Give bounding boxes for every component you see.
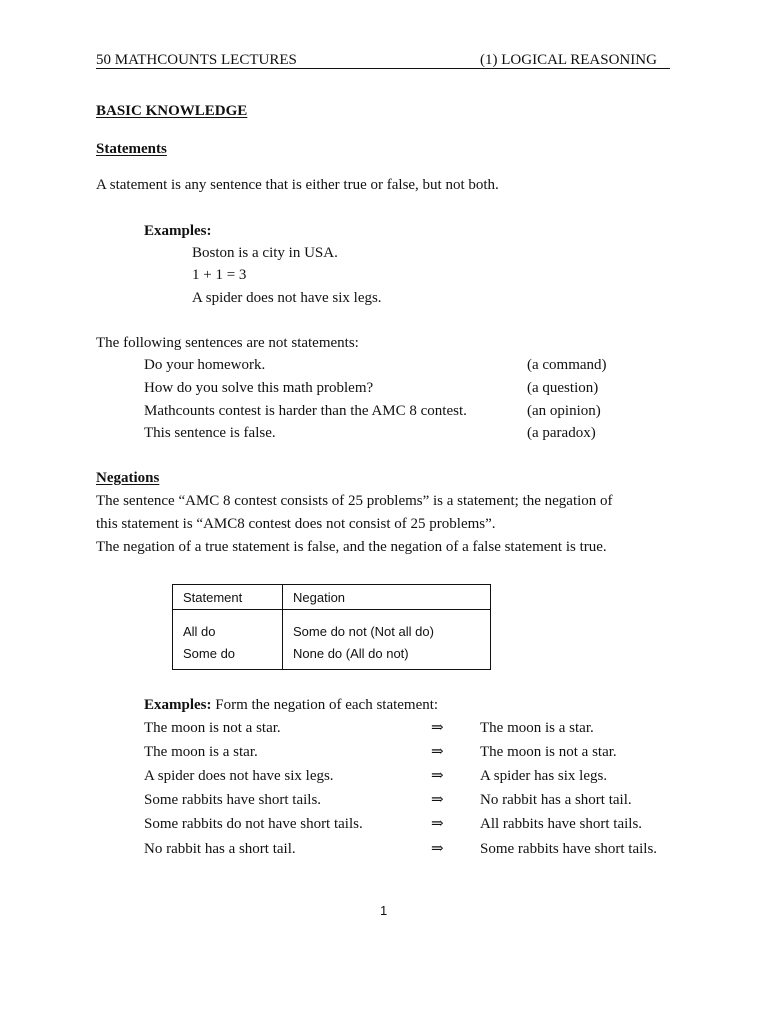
negation-paragraph-line: The sentence “AMC 8 contest consists of 25 problems” is a statement; the negation of (96, 493, 613, 509)
example-statement: The moon is not a star. (144, 720, 281, 736)
example-negation: The moon is a star. (480, 720, 594, 736)
statement-definition: A statement is any sentence that is either true or false, but not both. (96, 177, 499, 193)
table-negation: Some do not (Not all do) (293, 624, 434, 639)
statement-example: A spider does not have six legs. (192, 290, 382, 306)
example-statement: Some rabbits do not have short tails. (144, 816, 363, 832)
implies-arrow-icon: ⇒ (431, 744, 444, 760)
example-negation: The moon is not a star. (480, 744, 617, 760)
negation-examples-intro (144, 698, 438, 713)
statement-example: 1 + 1 = 3 (192, 267, 247, 283)
table-row (173, 610, 491, 670)
non-statement-text: Mathcounts contest is harder than the AMC 8 contest. (144, 403, 467, 419)
negation-table (172, 584, 491, 670)
non-statement-text: This sentence is false. (144, 425, 276, 441)
negation-examples-label: Examples: (144, 697, 212, 713)
table-header-row (173, 585, 491, 610)
negation-paragraph-line: this statement is “AMC8 contest does not consist of 25 problems”. (96, 516, 496, 532)
implies-arrow-icon: ⇒ (431, 816, 444, 832)
example-negation: No rabbit has a short tail. (480, 792, 632, 808)
header-rule (96, 68, 670, 69)
header-right: (1) LOGICAL REASONING (480, 52, 657, 68)
example-negation: A spider has six legs. (480, 768, 608, 784)
example-statement: The moon is a star. (144, 744, 258, 760)
non-statement-text: Do your homework. (144, 357, 266, 373)
non-statement-type: (a paradox) (527, 425, 596, 441)
example-statement: Some rabbits have short tails. (144, 792, 322, 808)
non-statements-intro: The following sentences are not statements: (96, 335, 359, 351)
table-header-statement: Statement (173, 585, 283, 610)
statements-heading: Statements (96, 141, 167, 157)
negations-heading: Negations (96, 470, 160, 486)
implies-arrow-icon: ⇒ (431, 768, 444, 784)
table-header-negation: Negation (283, 585, 491, 610)
non-statement-type: (a question) (527, 380, 599, 396)
example-negation: All rabbits have short tails. (480, 816, 643, 832)
implies-arrow-icon: ⇒ (431, 792, 444, 808)
table-statement: Some do (183, 646, 236, 661)
section-title: BASIC KNOWLEDGE (96, 103, 248, 119)
example-negation: Some rabbits have short tails. (480, 841, 658, 857)
table-statement-cell (173, 610, 283, 670)
non-statement-type: (a command) (527, 357, 607, 373)
page-number: 1 (380, 903, 388, 918)
table-negation-cell (283, 610, 491, 670)
implies-arrow-icon: ⇒ (431, 841, 444, 857)
negation-examples-instruction: Form the negation of each statement: (215, 697, 439, 713)
table-negation: None do (All do not) (293, 646, 409, 661)
header-left: 50 MATHCOUNTS LECTURES (96, 52, 297, 68)
table-statement: All do (183, 624, 216, 639)
non-statement-type: (an opinion) (527, 403, 601, 419)
implies-arrow-icon: ⇒ (431, 720, 444, 736)
non-statement-text: How do you solve this math problem? (144, 380, 374, 396)
example-statement: A spider does not have six legs. (144, 768, 334, 784)
negation-paragraph-line: The negation of a true statement is false, and the negation of a false statement is true. (96, 539, 607, 555)
statement-example: Boston is a city in USA. (192, 245, 338, 261)
statement-examples-label: Examples: (144, 223, 212, 239)
example-statement: No rabbit has a short tail. (144, 841, 296, 857)
